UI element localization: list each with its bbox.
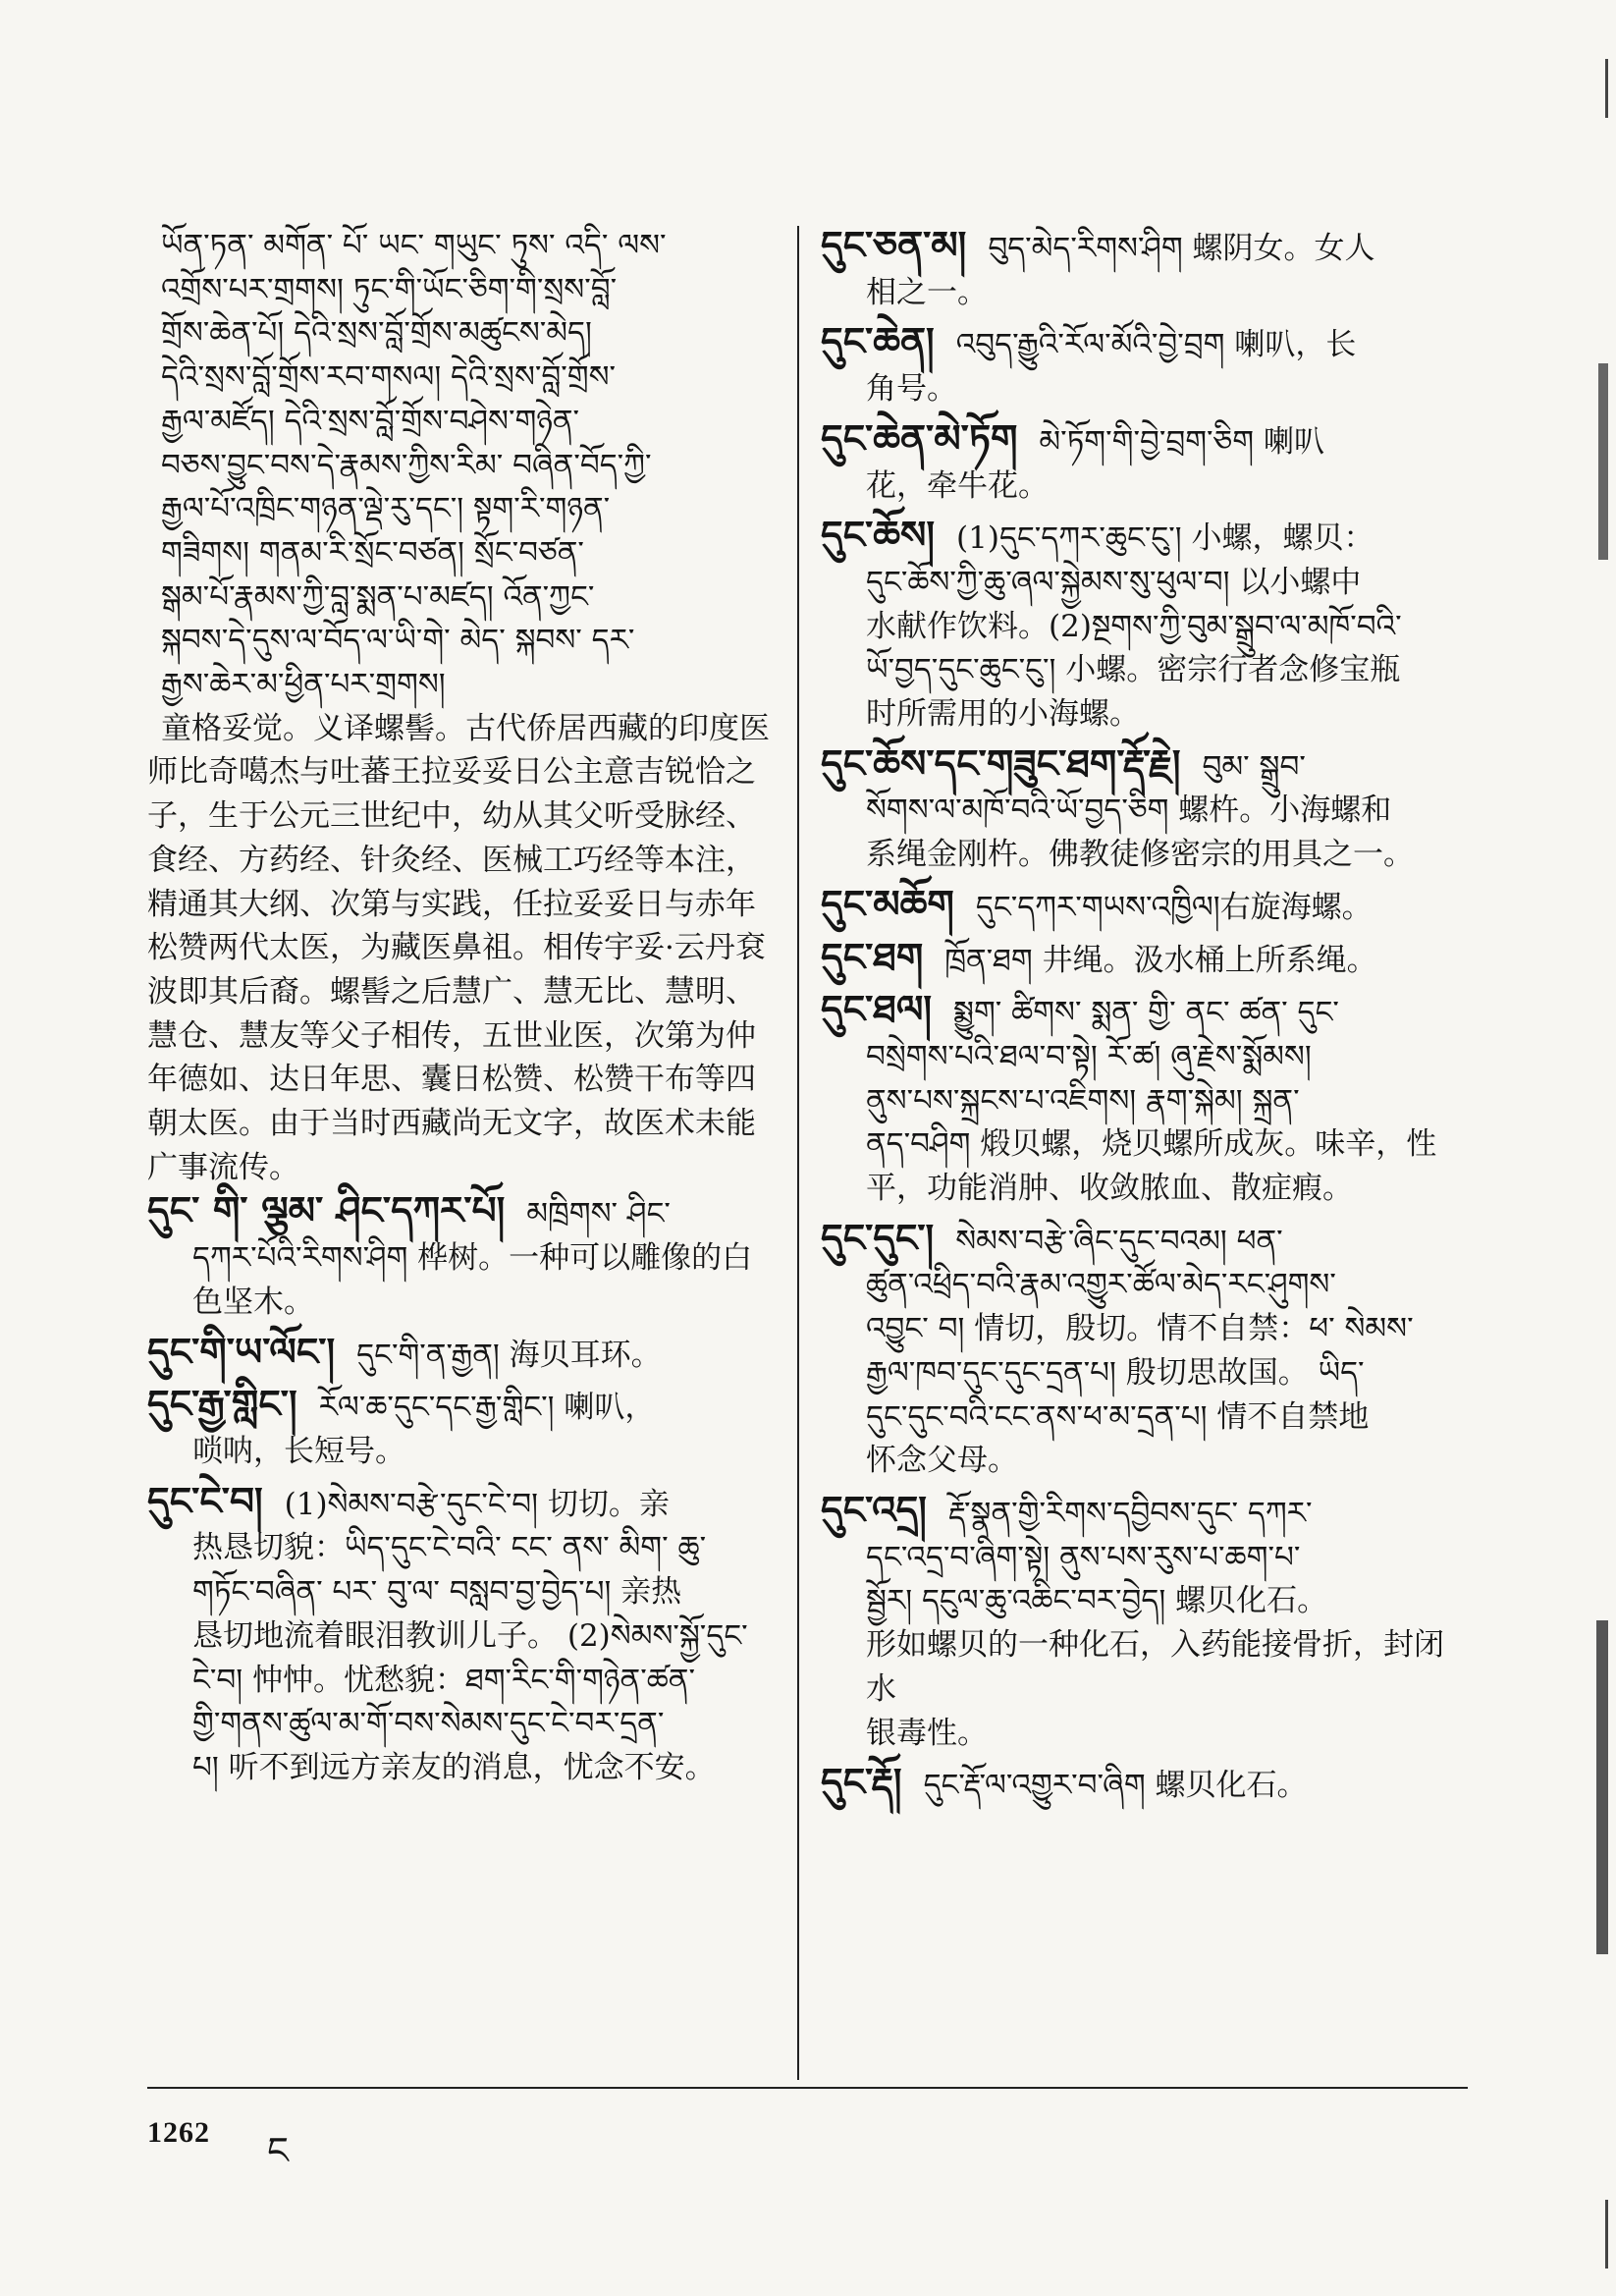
page-number: 1262 (147, 2116, 210, 2149)
entry-line: 色坚木。 (192, 1284, 314, 1320)
entry-line: 系绳金刚杵。佛教徒修密宗的用具之一。 (866, 837, 1414, 873)
right-column (821, 224, 1469, 1814)
intro-line: རྒྱལ་པོ་འཁྲིང་གཉན་ལྡེ་རུ་དང་། སྟག་རི་གཉན་ (161, 491, 611, 527)
entry-line: བུམ་ སྒྲུབ་ (1202, 748, 1306, 785)
entry-line: ནད་བཤིག 煅贝螺，烧贝螺所成灰。味辛，性 (866, 1126, 1437, 1163)
entry-line: 角号。 (866, 371, 957, 408)
entry-line: པ། 听不到远方亲友的消息，忧念不安。 (192, 1749, 716, 1785)
dictionary-entry (821, 1489, 1469, 1755)
entry-headword: དུང་ངེ་བ། (147, 1478, 263, 1524)
entry-line: སེམས་བརྩེ་ཞིང་དུང་བའམ། ཕན་ (955, 1223, 1283, 1259)
entry-headword: དུང་ཐག (821, 934, 924, 980)
entry-line: 恳切地流着眼泪教训儿子。 (2)སེམས་སྐྱོ་དུང་ (192, 1617, 748, 1654)
entry-headword: དུང་གི་ཡ་ལོང་། (147, 1329, 336, 1375)
dictionary-entry (147, 1331, 776, 1378)
dictionary-entry (821, 988, 1469, 1211)
dictionary-entry (821, 1761, 1469, 1808)
entry-line: དང་འདྲ་བ་ཞིག་སྟེ། ནུས་པས་རུས་པ་ཆག་པ་ (866, 1539, 1301, 1575)
dictionary-entry (147, 1189, 776, 1324)
entry-line: སོགས་ལ་མཁོ་བའི་ཡོ་བྱད་ཅིག 螺杵。小海螺和 (866, 793, 1392, 829)
dictionary-entry (821, 514, 1469, 737)
dictionary-entry (821, 1217, 1469, 1483)
left-column (147, 224, 776, 1796)
intro-line: ཡོན་ཏན་ མགོན་ པོ་ ཡང་ གཡུང་ ཏུས་ འདི་ ལས་ (161, 228, 667, 263)
entry-headword: དུང་རྒྱ་གླིང་། (147, 1382, 297, 1428)
entry-line: 银毒性。 (866, 1715, 988, 1751)
entry-line: དུང་ཆོས་ཀྱི་ཆུ་ཞལ་སྐྱེམས་སུ་ཕུལ་བ། 以小螺中 (866, 564, 1362, 600)
intro-line: བཅས་བྱུང་བས་དེ་རྣམས་ཀྱིས་རིམ་ བཞིན་བོད་ཀྱི་ (161, 447, 652, 483)
entry-headword: དུང་ གི་ ལྕམ་ ཤིང་དཀར་པོ། (147, 1188, 506, 1234)
entry-line: 水献作饮料。(2)སྔགས་ཀྱི་བུམ་སྒྲུབ་ལ་མཁོ་བའི་ (866, 608, 1402, 644)
edge-mark (1598, 363, 1608, 560)
entry-line: ངེ་བ། 忡忡。忧愁貌：ཐག་རིང་གི་གཉེན་ཚན་ (192, 1662, 695, 1698)
entry-line: འབྱུང་ བ། 情切，殷切。情不自禁：ཕ་ སེམས་ (866, 1311, 1414, 1347)
dictionary-entry (821, 320, 1469, 410)
entry-line: བསྲེགས་པའི་ཐལ་བ་སྟེ། རོ་ཚ། ཞུ་རྗེས་སྨོམས། (866, 1038, 1312, 1074)
entry-line: 怀念父母。 (866, 1443, 1018, 1479)
intro-line: རྒྱས་ཆེར་མ་ཕྱིན་པར་གྲགས། (161, 667, 446, 703)
entry-line: ཁྲོན་ཐག 井绳。汲水桶上所系绳。 (944, 942, 1377, 978)
intro-chinese-definition: 童格妥觉。义译螺髻。古代侨居西藏的印度医师比奇噶杰与吐蕃王拉妥妥日公主意吉锐恰之子，生于公元三世纪中，幼从其父听受脉经、食经、方药经、针灸经、医械工巧经等本注，精通其大纲、次第与实践，任拉妥妥日与赤年松赞两代太医，为藏医鼻祖。相传宇妥·云丹袞波即其后裔。螺髻之后慧广、慧无比、慧明、慧仓、慧友等父子相传，五世业医，次第为仲年德如、达日年思、囊日松赞、松赞干布等四朝太医。由于当时西藏尚无文字，故医术未能广事流传。 (147, 710, 770, 1185)
entry-line: སྨྱུག་ ཚིགས་ སྨན་ གྱི་ ནང་ ཚན་ དུང་ (953, 995, 1339, 1031)
entry-headword: དུང་དུང་། (821, 1215, 935, 1261)
dictionary-entry (821, 883, 1469, 930)
intro-line: འགྲོས་པར་གྲགས། ཏུང་གི་ཡོང་ཅིག་གི་སྲས་བློ་ (161, 271, 618, 307)
entry-headword: དུང་ཆོས། (821, 513, 936, 559)
scan-edge-marks (1594, 39, 1608, 2259)
entry-headword: དུང་ཆེན། (821, 319, 935, 365)
dictionary-entry (147, 1383, 776, 1473)
entry-headword: དུང་རྡོ། (821, 1760, 902, 1806)
entry-line: (1)དུང་དཀར་ཆུང་ངུ་། 小螺，螺贝： (956, 520, 1374, 557)
entry-line: དུང་དཀར་གཡས་འཁྱིལ།右旋海螺。 (975, 889, 1373, 925)
entry-line: རྒྱལ་ཁབ་དུང་དུང་དྲན་པ། 殷切思故国。 ཡིད་ (866, 1354, 1365, 1391)
entry-line: སྦྱོར། དངུལ་ཆུ་འཆིང་བར་བྱེད། 螺贝化石。 (866, 1583, 1328, 1619)
entry-line: ཚུན་འཕྲིད་བའི་རྣམ་འགྱུར་ཚོལ་མེད་རང་ཤུགས་ (866, 1267, 1336, 1303)
entry-line: མེ་ཏོག་གི་བྱེ་བྲག་ཅིག 喇叭 (1039, 423, 1324, 460)
intro-line: སྐབས་དེ་དུས་ལ་བོད་ལ་ཡི་གེ་ མེད་ སྐབས་ དར་ (161, 623, 635, 659)
entry-line: ནུས་པས་སྐྲངས་པ་འཇིགས། རྣག་སྐེམ། སྐྲན་ (866, 1082, 1300, 1119)
edge-mark (1605, 59, 1608, 118)
entry-line: དུང་དུང་བའི་ངང་ནས་ཕ་མ་དྲན་པ། 情不自禁地 (866, 1398, 1370, 1435)
entry-line: གྱི་གནས་ཚུལ་མ་གོ་བས་སེམས་དུང་ངེ་བར་དྲན་ (192, 1706, 665, 1742)
entry-headword: དུང་ཅན་མ། (821, 223, 967, 268)
section-letter: ང (267, 2129, 289, 2172)
entry-line: དཀར་པོའི་རིགས་ཤིག 桦树。一种可以雕像的白 (192, 1240, 753, 1277)
intro-line: དེའི་སྲས་བློ་གྲོས་རབ་གསལ། དེའི་སྲས་བློ་གྲོས་ (161, 359, 617, 396)
entry-line: 热恳切貌：ཡིད་དུང་ངེ་བའི་ ངང་ ནས་ མིག་ ཆུ་ (192, 1530, 707, 1566)
intro-line: རྒྱལ་མཛོད། དེའི་སྲས་བློ་གྲོས་བཤེས་གཉེན་ (161, 403, 580, 439)
intro-line: གཟིགས། གནམ་རི་སྲོང་བཙན། སྲོང་བཙན་ (161, 534, 584, 571)
entry-line: (1)སེམས་བརྩེ་དུང་ངེ་བ། 切切。亲 (284, 1486, 670, 1522)
entry-line: 时所需用的小海螺。 (866, 696, 1140, 733)
footer-rule (147, 2087, 1468, 2089)
dictionary-entry (147, 1480, 776, 1790)
entry-line: དུང་རྡོ་ལ་འགྱུར་བ་ཞིག 螺贝化石。 (923, 1768, 1308, 1804)
entry-line: 平，功能消肿、收敛脓血、散症瘕。 (866, 1171, 1353, 1207)
entry-headword: དུང་ཆེན་མེ་ཏོག (821, 415, 1018, 462)
entry-headword: དུང་མཆོག (821, 881, 954, 927)
intro-entry-continuation (147, 224, 776, 1189)
entry-line: མཁྲིགས་ ཤིང་ (526, 1196, 671, 1232)
dictionary-entry (821, 224, 1469, 314)
entry-line: གཏོང་བཞིན་ པར་ བུ་ལ་ བསླབ་བྱ་བྱེད་པ། 亲热 (192, 1574, 682, 1611)
dictionary-entry (821, 417, 1469, 508)
edge-mark (1605, 2200, 1608, 2269)
entry-line: 花，牵牛花。 (866, 467, 1049, 504)
entry-line: 形如螺贝的一种化石，入药能接骨折，封闭水 (866, 1627, 1444, 1707)
dictionary-entry (821, 936, 1469, 983)
intro-line: གྲོས་ཆེན་པོ། དེའི་སྲས་བློ་གྲོས་མཚུངས་མེད། (161, 315, 592, 352)
entry-line: འབུད་རྒྱུའི་རོལ་མོའི་བྱེ་བྲག 喇叭，长 (955, 327, 1357, 363)
dictionary-entry (821, 742, 1469, 877)
intro-line: སྒམ་པོ་རྣམས་ཀྱི་བླ་སྨན་པ་མཛད། འོན་ཀྱང་ (161, 578, 595, 615)
entry-line: བུད་མེད་རིགས་ཤིག 螺阴女。女人 (988, 231, 1375, 266)
entry-line: ཡོ་བྱད་དུང་ཆུང་ངུ་། 小螺。密宗行者念修宝瓶 (866, 652, 1401, 688)
entry-line: རོལ་ཆ་དུང་དང་རྒྱ་གླིང་། 喇叭， (318, 1390, 656, 1426)
entry-line: རྡོ་སྣན་གྱི་རིགས་དབྱིབས་དུང་ དཀར་ (947, 1495, 1313, 1531)
entry-line: 相之一。 (866, 274, 988, 310)
entry-headword: དུང་ཆོས་དང་གཟུང་ཐག་རྡོ་རྗེ། (821, 740, 1181, 787)
entry-line: 唢呐，长短号。 (192, 1433, 405, 1469)
entry-line: དུང་གི་ན་རྒྱན། 海贝耳环。 (356, 1337, 662, 1373)
entry-headword: དུང་ཐལ། (821, 987, 933, 1033)
column-divider (797, 226, 799, 2080)
edge-mark (1596, 1620, 1608, 1954)
entry-headword: དུང་འདྲ། (821, 1487, 927, 1533)
